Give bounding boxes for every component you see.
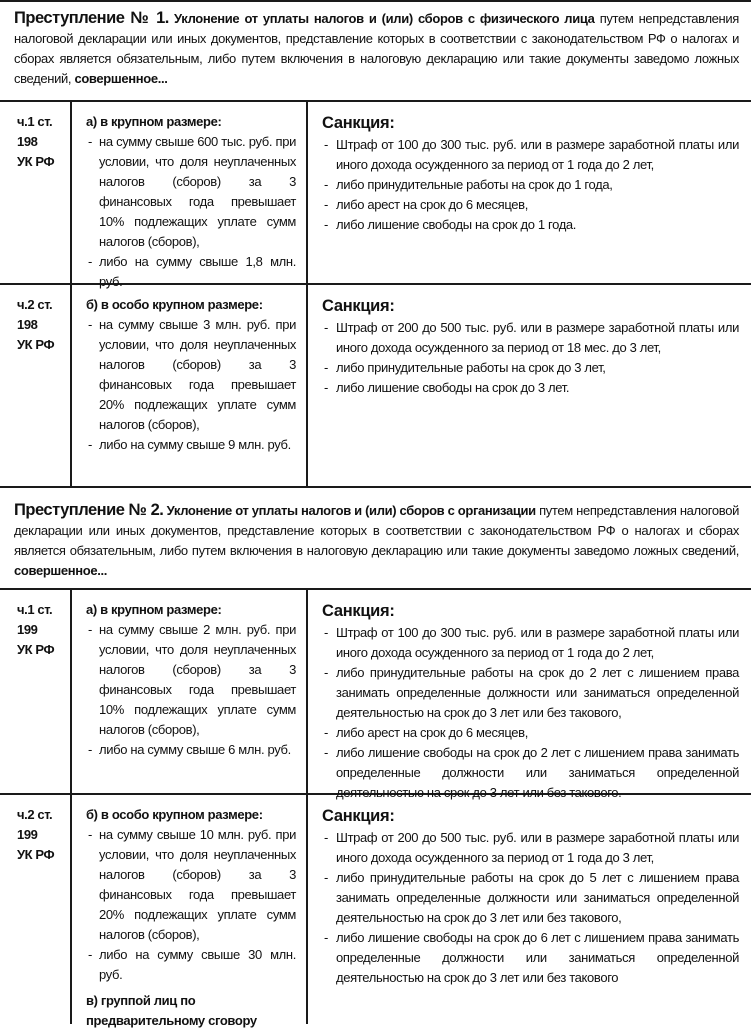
sanction-cell: [308, 590, 751, 800]
sanction-item: - либо принудительные работы на срок до 1 года,: [322, 175, 739, 195]
sanction-title: Санкция:: [322, 297, 395, 315]
crime-1-lead: Уклонение от уплаты налогов и (или) сборов с физического лица: [174, 11, 595, 26]
article-line: УК РФ: [17, 847, 55, 862]
crime-2-header: [0, 488, 751, 590]
conditions-cell: [72, 590, 308, 793]
article-line: ч.1 ст.: [17, 114, 53, 129]
sanction-item: - Штраф от 100 до 300 тыс. руб. или в размере заработной платы или иного дохода осужденного за период от 1 года до 2 лет,: [322, 135, 739, 175]
article-line: УК РФ: [17, 642, 55, 657]
sanction-cell: [308, 285, 751, 486]
article-cell: [0, 102, 72, 283]
sanction-cell: [308, 795, 751, 1024]
sanction-title: Санкция:: [322, 602, 395, 620]
condition-item: - на сумму свыше 10 млн. руб. при условии, что доля неуплаченных налогов (сборов) за 3 финансовых года превышает 20% подлежащих уплате сумм налогов (сборов),: [86, 825, 296, 945]
condition-item: - на сумму свыше 2 млн. руб. при условии, что доля неуплаченных налогов (сборов) за 3 финансовых года превышает 10% подлежащих уплате сумм налогов (сборов),: [86, 620, 296, 740]
conditions-cell: [72, 285, 308, 486]
article-cell: [0, 795, 72, 1024]
sanction-title: Санкция:: [322, 807, 395, 825]
sanction-item: - либо принудительные работы на срок до 5 лет с лишением права занимать определенные должности или заниматься определенной деятельностью на срок до 3 лет или без такового,: [322, 868, 739, 928]
article-cell: [0, 590, 72, 793]
crime-2-text: путем непредставления налоговой декларации или иных документов, представление которых в соответствии с законодательством РФ о налогах и сборах является обязательным, либо путем включения в налоговую декларацию или такие документы заведомо ложных сведений,: [14, 503, 739, 558]
sanction-item: - либо лишение свободы на срок до 1 года.: [322, 215, 739, 235]
conditions-cell: [72, 102, 308, 289]
crime-1-tail: совершенное...: [74, 71, 168, 86]
sanction-item: - Штраф от 200 до 500 тыс. руб. или в размере заработной платы или иного дохода осужденного за период от 1 года до 3 лет,: [322, 828, 739, 868]
sanction-cell: [308, 102, 751, 283]
article-line: 199: [17, 622, 38, 637]
sanction-item: - либо лишение свободы на срок до 3 лет.: [322, 378, 739, 398]
sanction-item: - либо арест на срок до 6 месяцев,: [322, 195, 739, 215]
condition-subtitle: б) в особо крупном размере:: [86, 297, 263, 312]
article-line: 198: [17, 134, 38, 149]
sanction-item: - либо арест на срок до 6 месяцев,: [322, 723, 739, 743]
crime-1-header: [0, 0, 751, 102]
table-row: [0, 795, 751, 1028]
condition-item: - на сумму свыше 3 млн. руб. при условии, что доля неуплаченных налогов (сборов) за 3 финансовых года превышает 20% подлежащих уплате сумм налогов (сборов),: [86, 315, 296, 435]
condition-item: - либо на сумму свыше 6 млн. руб.: [86, 740, 296, 760]
sanction-item: - Штраф от 100 до 300 тыс. руб. или в размере заработной платы или иного дохода осужденного за период от 1 года до 2 лет,: [322, 623, 739, 663]
article-line: 198: [17, 317, 38, 332]
crime-1-title: Преступление № 1.: [14, 9, 169, 27]
article-line: 199: [17, 827, 38, 842]
crime-1-text: путем непредставления налоговой декларации или иных документов, представление которых в соответствии с законодательством РФ о налогах и сборах является обязательным, либо путем включения в налоговую декларацию или такие документы заведомо ложных сведений,: [14, 11, 739, 86]
condition-item: - либо на сумму свыше 1,8 млн. руб.: [86, 252, 296, 292]
article-line: ч.2 ст.: [17, 297, 53, 312]
condition-subtitle: а) в крупном размере:: [86, 602, 222, 617]
table-row: [0, 285, 751, 488]
article-line: ч.1 ст.: [17, 602, 53, 617]
table-row: [0, 102, 751, 289]
sanction-title: Санкция:: [322, 114, 395, 132]
sanction-item: - либо принудительные работы на срок до 3 лет,: [322, 358, 739, 378]
condition-item: - на сумму свыше 600 тыс. руб. при условии, что доля неуплаченных налогов (сборов) за 3 финансовых года превышает 10% подлежащих уплате сумм налогов (сборов),: [86, 132, 296, 252]
article-cell: [0, 285, 72, 486]
condition-subtitle: б) в особо крупном размере:: [86, 807, 263, 822]
crime-2-title: Преступление № 2.: [14, 501, 164, 519]
table-row: [0, 590, 751, 800]
crime-2-tail: совершенное...: [14, 563, 108, 578]
article-line: ч.2 ст.: [17, 807, 53, 822]
sanction-item: - либо принудительные работы на срок до 2 лет с лишением права занимать определенные должности или заниматься определенной деятельностью на срок до 3 лет или без такового,: [322, 663, 739, 723]
condition-item: - либо на сумму свыше 9 млн. руб.: [86, 435, 296, 455]
sanction-item: - либо лишение свободы на срок до 6 лет с лишением права занимать определенные должности или заниматься определенной деятельностью на срок до 3 лет или без такового: [322, 928, 739, 988]
condition-subtitle: а) в крупном размере:: [86, 114, 222, 129]
article-line: УК РФ: [17, 154, 55, 169]
conditions-cell: [72, 795, 308, 1028]
sanction-item: - либо лишение свободы на срок до 2 лет с лишением права занимать определенные должности или заниматься определенной деятельностью на срок до 3 лет или без такового.: [322, 743, 739, 803]
condition-extra: в) группой лиц по предварительному сговору: [86, 993, 257, 1028]
sanction-item: - Штраф от 200 до 500 тыс. руб. или в размере заработной платы или иного дохода осужденного за период от 18 мес. до 3 лет,: [322, 318, 739, 358]
article-line: УК РФ: [17, 337, 55, 352]
condition-item: - либо на сумму свыше 30 млн. руб.: [86, 945, 296, 985]
crime-2-lead: Уклонение от уплаты налогов и (или) сборов с организации: [166, 503, 536, 518]
